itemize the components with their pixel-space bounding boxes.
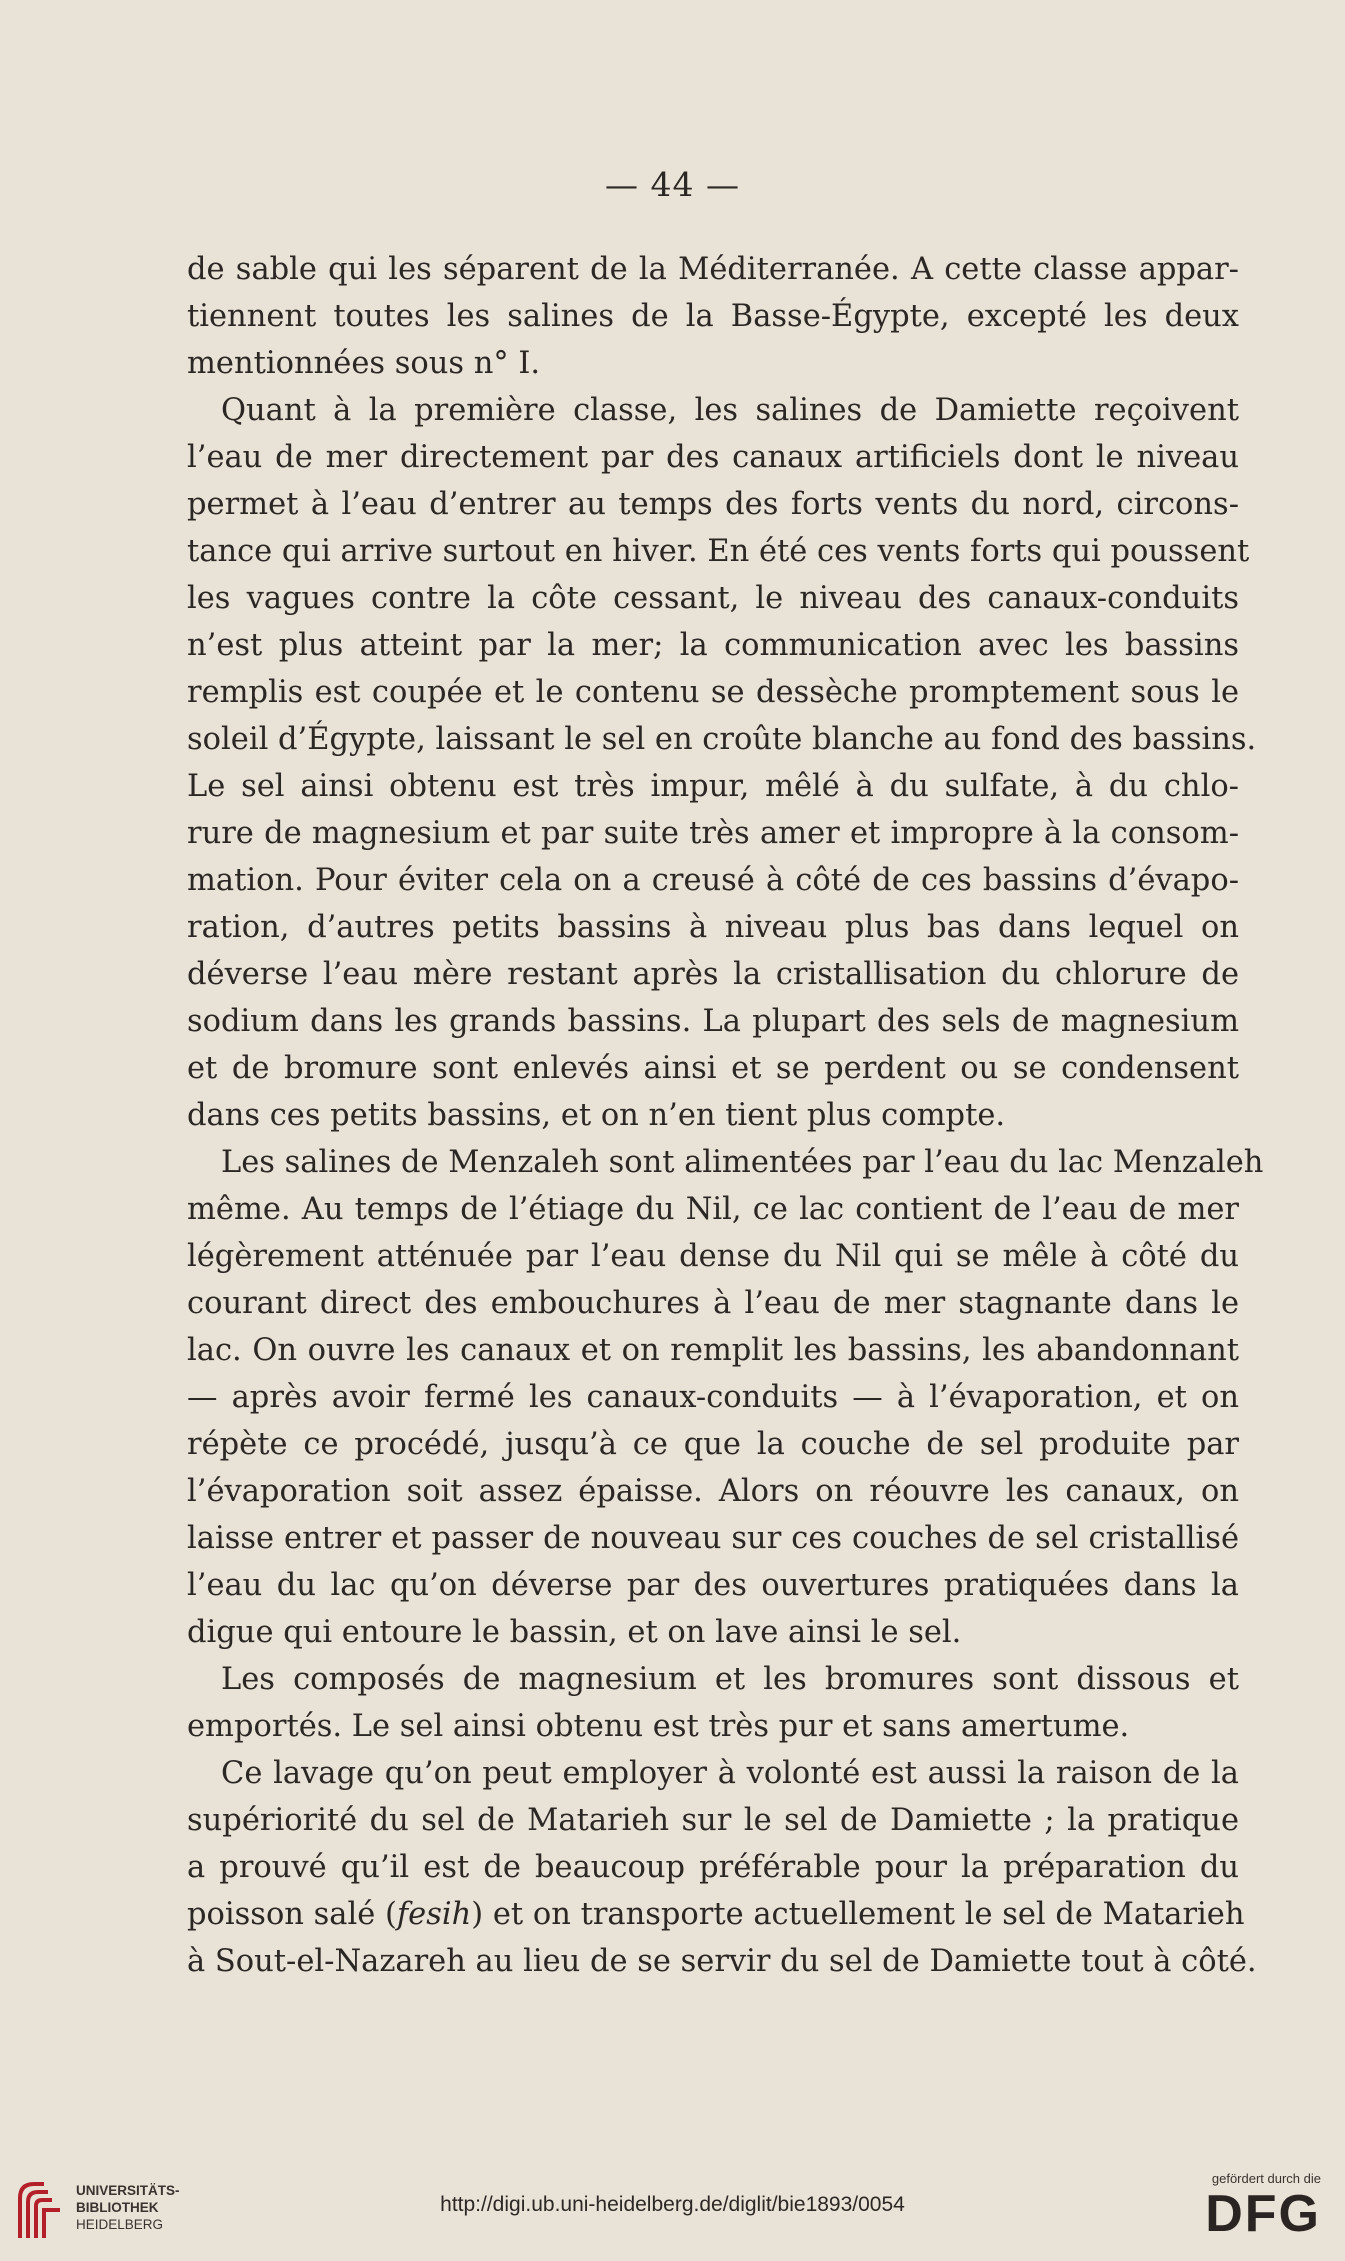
page-number: — 44 — (605, 165, 740, 204)
text-line: soleil d’Égypte, laissant le sel en croûte blanche au fond des bassins. (187, 722, 1257, 757)
text-line: a prouvé qu’il est de beaucoup préférable pour la préparation du (187, 1850, 1239, 1885)
text-line: n’est plus atteint par la mer; la communication avec les bassins (187, 628, 1239, 663)
text-line: tiennent toutes les salines de la Basse-Égypte, excepté les deux (187, 299, 1239, 334)
text-line: déverse l’eau mère restant après la cristallisation du chlorure de (187, 957, 1239, 992)
text-line: à Sout-el-Nazareh au lieu de se servir du sel de Damiette tout à côté. (187, 1944, 1257, 1979)
text-line: rure de magnesium et par suite très amer et impropre à la consom- (187, 816, 1239, 851)
text-line: Ce lavage qu’on peut employer à volonté est aussi la raison de la (221, 1756, 1239, 1791)
text-line: Les salines de Menzaleh sont alimentées par l’eau du lac Menzaleh (221, 1145, 1264, 1180)
text-line: l’évaporation soit assez épaisse. Alors on réouvre les canaux, on (187, 1474, 1239, 1509)
library-name-line-3: HEIDELBERG (76, 2217, 164, 2232)
text-line: tance qui arrive surtout en hiver. En été ces vents forts qui poussent (187, 534, 1250, 569)
text-line: mentionnées sous n° I. (187, 346, 541, 381)
text-line: répète ce procédé, jusqu’à ce que la couche de sel produite par (187, 1427, 1239, 1462)
text-line: et de bromure sont enlevés ainsi et se perdent ou se condensent (187, 1051, 1239, 1086)
text-line: lac. On ouvre les canaux et on remplit les bassins, les abandonnant (187, 1333, 1239, 1368)
text-line: sodium dans les grands bassins. La plupart des sels de magnesium (187, 1004, 1239, 1039)
text-segment: poisson salé ( (187, 1897, 397, 1932)
text-line: — après avoir fermé les canaux-conduits — à l’évaporation, et on (187, 1380, 1239, 1415)
text-line: Quant à la première classe, les salines de Damiette reçoivent (221, 393, 1239, 428)
text-line: légèrement atténuée par l’eau dense du Nil qui se mêle à côté du (187, 1239, 1239, 1274)
funding-logo (1185, 2171, 1321, 2243)
text-line: laisse entrer et passer de nouveau sur ces couches de sel cristallisé (187, 1521, 1239, 1556)
text-line: emportés. Le sel ainsi obtenu est très pur et sans amertume. (187, 1709, 1130, 1744)
funding-caption: gefördert durch die (1211, 2171, 1321, 2186)
text-line: même. Au temps de l’étiage du Nil, ce lac contient de l’eau de mer (187, 1192, 1239, 1227)
dfg-logo-icon: DFG (1205, 2185, 1321, 2243)
body-text (187, 246, 1264, 1985)
source-url[interactable]: http://digi.ub.uni-heidelberg.de/diglit/bie1893/0054 (440, 2193, 905, 2216)
text-line: dans ces petits bassins, et on n’en tient plus compte. (187, 1098, 1006, 1133)
text-line: ration, d’autres petits bassins à niveau plus bas dans lequel on (187, 910, 1239, 945)
text-line: remplis est coupée et le contenu se dessèche promptement sous le (187, 675, 1239, 710)
text-line: Le sel ainsi obtenu est très impur, mêlé à du sulfate, à du chlo- (187, 769, 1239, 804)
text-line: Les composés de magnesium et les bromures sont dissous et (221, 1662, 1239, 1697)
text-line: les vagues contre la côte cessant, le niveau des canaux-conduits (187, 581, 1239, 616)
text-line: digue qui entoure le bassin, et on lave ainsi le sel. (187, 1615, 962, 1650)
library-name-line-1: UNIVERSITÄTS- (76, 2183, 180, 2198)
text-segment: ) et on transporte actuellement le sel de Matarieh (471, 1897, 1245, 1932)
text-line (187, 1891, 1245, 1938)
text-line: l’eau du lac qu’on déverse par des ouvertures pratiquées dans la (187, 1568, 1239, 1603)
text-line: de sable qui les séparent de la Méditerranée. A cette classe appar- (187, 252, 1239, 287)
library-name-line-2: BIBLIOTHEK (76, 2200, 159, 2215)
text-line: mation. Pour éviter cela on a creusé à côté de ces bassins d’évapo- (187, 863, 1239, 898)
italic-term: fesih (396, 1897, 472, 1932)
text-line: permet à l’eau d’entrer au temps des forts vents du nord, circons- (187, 487, 1239, 522)
text-line: supériorité du sel de Matarieh sur le sel de Damiette ; la pratique (187, 1803, 1239, 1838)
text-line: l’eau de mer directement par des canaux artificiels dont le niveau (187, 440, 1239, 475)
text-line: courant direct des embouchures à l’eau de mer stagnante dans le (187, 1286, 1239, 1321)
